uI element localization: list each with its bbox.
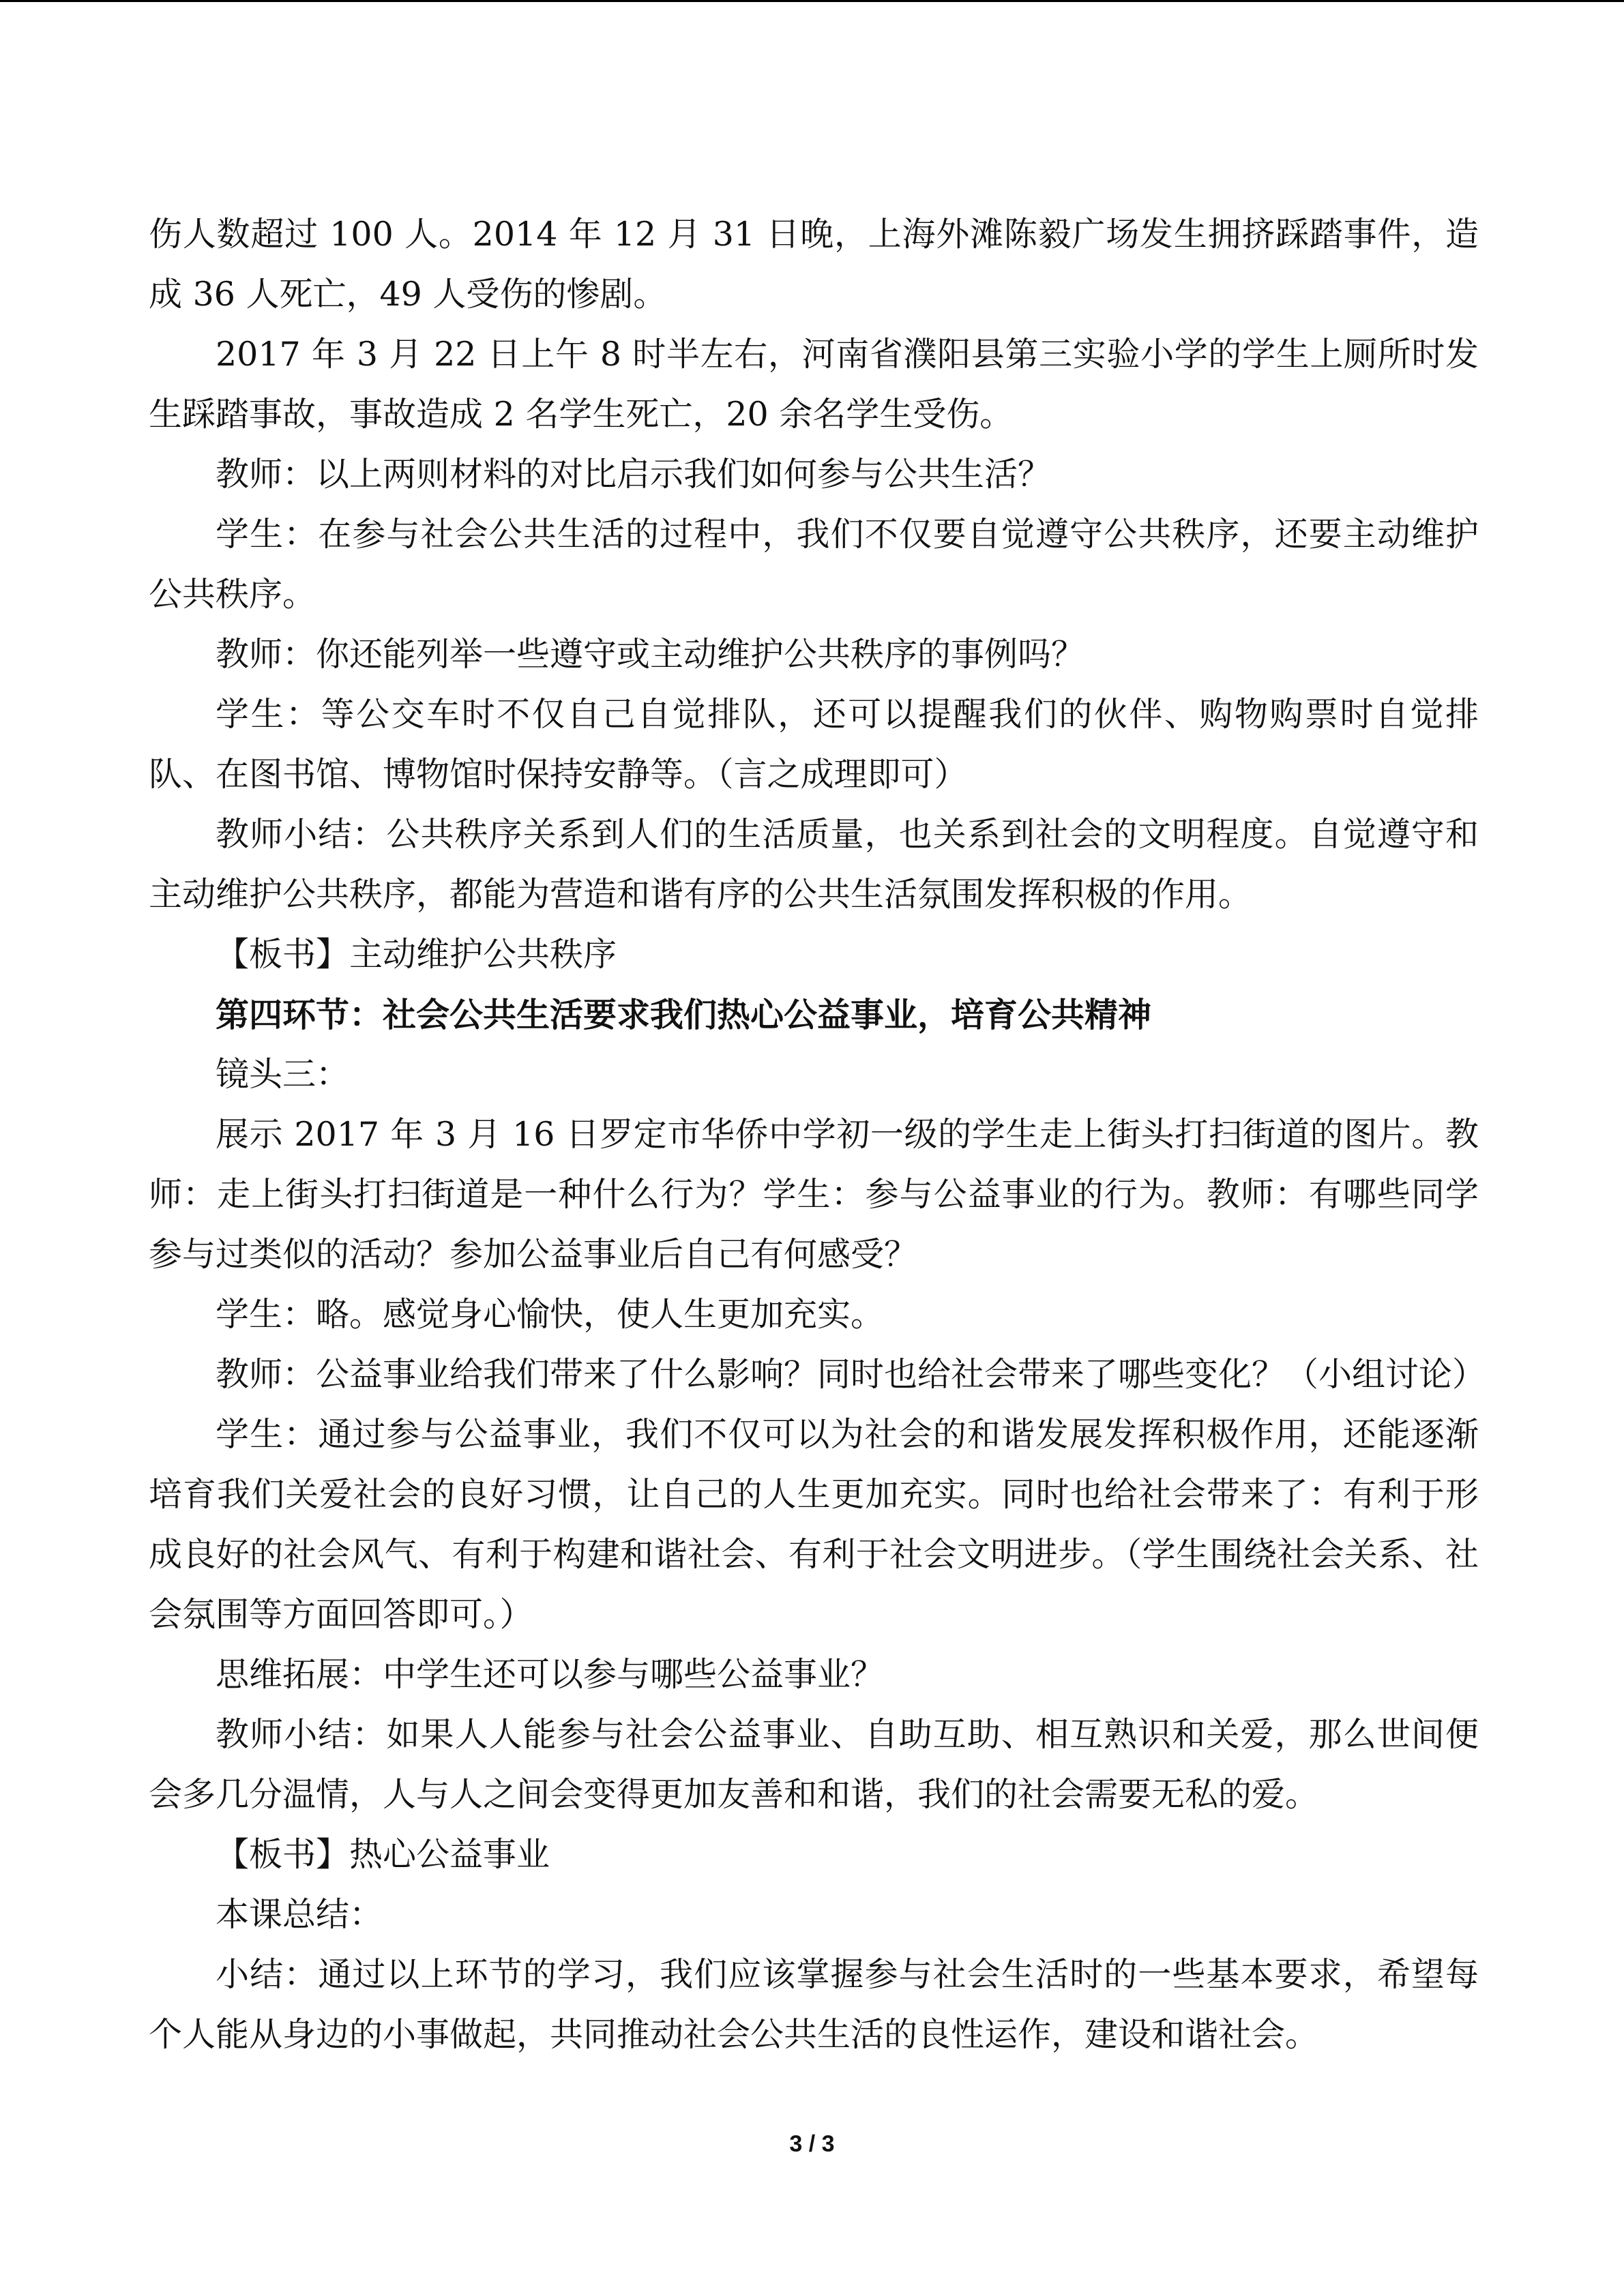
paragraph-thinking-extension: 思维拓展：中学生还可以参与哪些公益事业？	[216, 1655, 885, 1694]
paragraph-student-answer-2: 学生：等公交车时不仅自己自觉排队，还可以提醒我们的伙伴、购物购票时自觉排队、在图书馆、博物馆时保持安静等。（言之成理即可）	[149, 695, 1479, 794]
section-heading-fourth-stage: 第四环节：社会公共生活要求我们热心公益事业，培育公共精神	[216, 995, 1152, 1034]
paragraph-lesson-summary: 小结：通过以上环节的学习，我们应该掌握参与社会生活时的一些基本要求，希望每个人能从身边的小事做起，共同推动社会公共生活的良性运作，建设和谐社会。	[149, 1955, 1479, 2054]
paragraph-puyang-incident: 2017 年 3 月 22 日上午 8 时半左右，河南省濮阳县第三实验小学的学生上厕所时发生踩踏事故，事故造成 2 名学生死亡，20 余名学生受伤。	[149, 335, 1479, 434]
paragraph-student-answer-1: 学生：在参与社会公共生活的过程中，我们不仅要自觉遵守公共秩序，还要主动维护公共秩序。	[149, 515, 1479, 614]
document-body	[149, 205, 1486, 2065]
paragraph-teacher-summary-2: 教师小结：如果人人能参与社会公益事业、自助互助、相互熟识和关爱，那么世间便会多几分温情，人与人之间会变得更加友善和和谐，我们的社会需要无私的爱。	[149, 1715, 1479, 1814]
paragraph-student-answer-3: 学生：通过参与公益事业，我们不仅可以为社会的和谐发展发挥积极作用，还能逐渐培育我们关爱社会的良好习惯，让自己的人生更加充实。同时也给社会带来了：有利于形成良好的社会风气、有利于构建和谐社会、有利于社会文明进步。（学生围绕社会关系、社会氛围等方面回答即可。）	[149, 1415, 1479, 1634]
paragraph-lesson-summary-label: 本课总结：	[216, 1895, 383, 1934]
paragraph-casualty-summary: 伤人数超过 100 人。2014 年 12 月 31 日晚，上海外滩陈毅广场发生拥挤踩踏事件，造成 36 人死亡，49 人受伤的惨剧。	[149, 215, 1479, 314]
paragraph-board-note-2: 【板书】热心公益事业	[216, 1835, 550, 1874]
top-border-line	[0, 0, 1624, 2]
paragraph-street-cleaning: 展示 2017 年 3 月 16 日罗定市华侨中学初一级的学生走上街头打扫街道的图片。教师：走上街头打扫街道是一种什么行为？学生：参与公益事业的行为。教师：有哪些同学参与过类似的活动？参加公益事业后自己有何感受？	[149, 1115, 1479, 1274]
paragraph-teacher-question-1: 教师：以上两则材料的对比启示我们如何参与公共生活？	[216, 455, 1052, 494]
paragraph-student-feeling: 学生：略。感觉身心愉快，使人生更加充实。	[216, 1295, 885, 1334]
page-number: 3 / 3	[789, 2131, 835, 2157]
paragraph-teacher-question-3: 教师：公益事业给我们带来了什么影响？同时也给社会带来了哪些变化？（小组讨论）	[216, 1355, 1486, 1394]
paragraph-scene-three: 镜头三：	[216, 1055, 350, 1094]
paragraph-board-note-1: 【板书】主动维护公共秩序	[216, 935, 617, 974]
paragraph-teacher-summary-1: 教师小结：公共秩序关系到人们的生活质量，也关系到社会的文明程度。自觉遵守和主动维护公共秩序，都能为营造和谐有序的公共生活氛围发挥积极的作用。	[149, 815, 1479, 914]
paragraph-teacher-question-2: 教师：你还能列举一些遵守或主动维护公共秩序的事例吗？	[216, 635, 1085, 674]
